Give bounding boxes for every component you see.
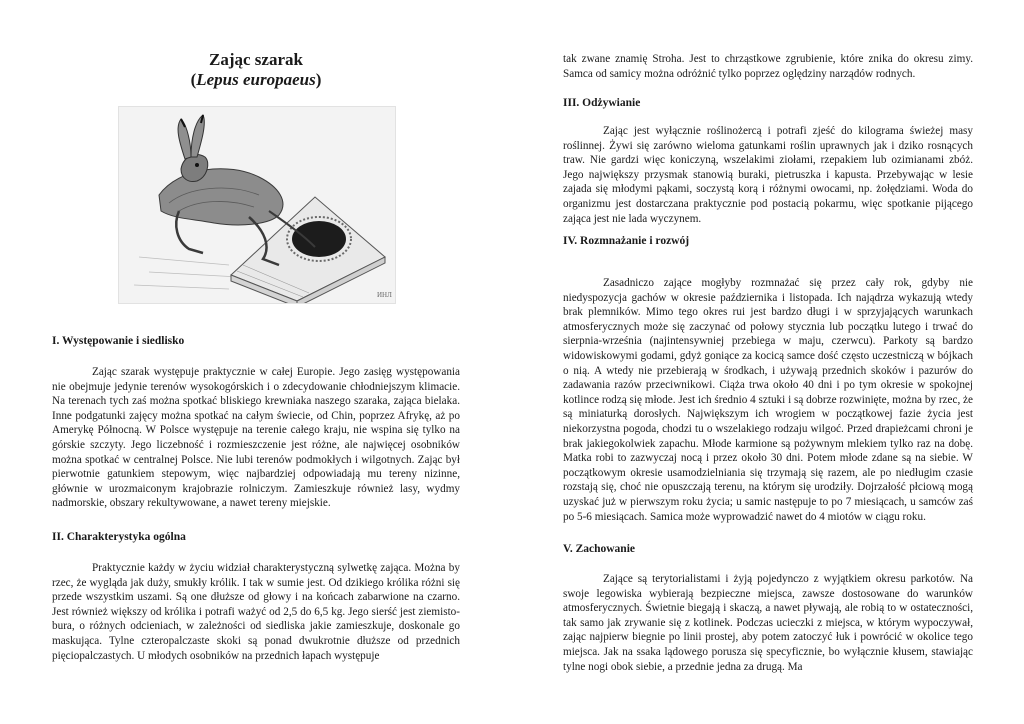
continued-text: tak zwane znamię Stroha. Jest to chrząstkowe zgrubienie, które znika do okresu zimy. Samca od samicy można odróżnić tylko poprzez oględziny narządów rodnych. [563, 53, 973, 80]
hare-and-book-drawing-icon [118, 106, 396, 304]
section-heading-characteristics: II. Charakterystyka ogólna [52, 531, 186, 543]
page-title: Zając szarak [209, 50, 303, 69]
section-text-occurrence: Zając szarak występuje praktycznie w całej Europie. Jego zasięg występowania nie obejmuje jedynie terenów wysokogórskich i o zdecydowanie chłodniejszym klimacie. Na terenach tych zaś można spotkać bliskiego krewniaka naszego szaraka, zająca bielaka. Inne podgatunki zajęcy można spotkać na całym świecie, od Chin, poprzez Afrykę, aż po Amerykę Północną. W Polsce występuje na terenie całego kraju, nie wspina się tylko na górskie szczyty. Jego liczebność i rozmieszczenie jest różne, ale najwięcej osobników można spotkać w centralnej Polsce. Nie lubi terenów podmokłych i wilgotnych. Zając był pierwotnie gatunkiem stepowym, więc najbardziej odpowiadają mu tereny nizinne, głównie w urozmaiconym krajobrazie rolniczym. Zamieszkuje również lasy, wydmy nadmorskie, obszary rekultywowane, a nawet tereny miejskie. [52, 366, 460, 510]
section-heading-reproduction: IV. Rozmnażanie i rozwój [563, 235, 690, 247]
section-text-diet: Zając jest wyłącznie roślinożercą i potrafi zjeść do kilograma świeżej masy roślinnej. Żywi się zarówno wieloma gatunkami roślin uprawnych jak i dziko rosnących traw. Nie gardzi więc koniczyną, wszelakimi ziołami, rzepakiem lub ozimianami zbóż. Jego największy przysmak stanowią buraki, pietruszka i kapusta. Przebywając w lesie zajada się młodymi pąkami, soczystą korą i różnymi owocami, np. żołędziami. Woda do organizmu jest dostarczana praktycznie pod postacią pokarmu, więc spotkanie pijącego zająca jest nie lada wyczynem. [563, 125, 973, 225]
latin-name: Lepus europaeus [196, 70, 316, 89]
title-block [52, 50, 460, 90]
section-heading-diet: III. Odżywianie [563, 97, 641, 109]
section-text-characteristics: Praktycznie każdy w życiu widział charakterystyczną sylwetkę zająca. Można by rzec, że wygląda jak duży, smukły królik. I tak w sumie jest. Od dzikiego królika różni się przede wszystkim uszami. Są one dłuższe od głowy i na końcach zabarwione na czarno. Jest również większy od królika i potrafi ważyć od 2,5 do 6,5 kg. Jego sierść jest ziemisto-bura, o różnych odcieniach, w zależności od siedliska jakie zamieszkuje, doskonale go maskująca. Tylne czteropalczaste skoki są ponad dwukrotnie dłuższe od przednich pięciopalczastych. U młodych osobników na przednich łapach występuje [52, 562, 460, 662]
section-text-reproduction: Zasadniczo zające mogłyby rozmnażać się przez cały rok, gdyby nie niedyspozycja gachów w okresie października i listopada. Ich najądrza wykazują wtedy brak plemników. Mimo tego okres rui jest bardzo długi i w sprzyjających warunkach atmosferycznych może się zaczynać od połowy stycznia lub początku lutego i trwać do sierpnia-września (najintensywniej przebiega w maju, czerwcu). Parkoty są bardzo widowiskowymi godami, gdyż goniące za kocicą samce dość często uczestniczą w bójkach o nią. A wtedy nie przebierają w środkach, i używają przednich skoków i pazurów do zadawania razów przeciwnikowi. Ciąża trwa około 40 dni i po tym okresie w spokojnej kotlince rodzą się młode. Jest ich średnio 4 sztuki i są dobrze rozwinięte, można by rzec, że są miniaturką dorosłych. Największym ich wrogiem w początkowej fazie życia jest niekorzystna pogoda, chodzi tu o wszelakiego rodzaju wilgoć. Przed drapieżcami chroni je brak jakiegokolwiek zapachu. Młode karmione są pożywnym mlekiem tylko raz na dobę. Matka robi to zazwyczaj nocą i przez około 30 dni. Potem młode zdane są na siebie. W początkowym okresie usamodzielniania się trzymają się razem, ale po niedługim czasie rozstają się, choć nie opuszczają terenu, na którym się urodziły. Dojrzałość płciową mogą uzyskać już w pierwszym roku życia; u samic następuje to po 7 miesiącach, u samców zaś po 5-6 miesiącach. Samica może wyprowadzić nawet do 4 miotów w ciągu roku. [563, 277, 973, 523]
subtitle-open: ( [190, 70, 197, 89]
section-text-behaviour: Zające są terytorialistami i żyją pojedynczo z wyjątkiem okresu parkotów. Na swoje legowiska wybierają bezpieczne miejsca, zawsze dostosowane do warunków atmosferycznych. Świetnie biegają i skaczą, a nawet pływają, ale robią to w ostateczności, tak samo jak zrywanie się z kotlinek. Podczas ucieczki z miejsca, w którym wypoczywał, zając najpierw biegnie po linii prostej, aby potem zatoczyć łuk i powrócić w okolice tego miejsca. Jak na ssaka lądowego porusza się specyficznie, bo wyłącznie kłusem, stawiając tylne nogi obok siebie, a przednie jedna za drugą. Ma [563, 573, 973, 673]
page-subtitle [52, 70, 460, 90]
section-heading-occurrence: I. Występowanie i siedlisko [52, 335, 185, 347]
section-heading-behaviour: V. Zachowanie [563, 543, 635, 555]
subtitle-close: ) [315, 70, 322, 89]
figure-signature: ИНЛ [377, 291, 392, 299]
